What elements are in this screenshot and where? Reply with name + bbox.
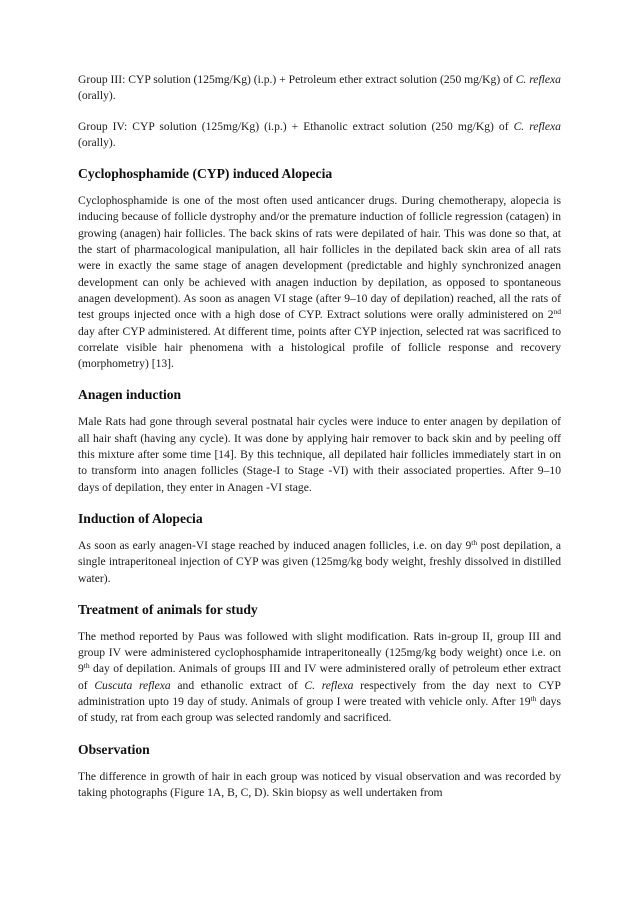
text-run: post depilation, a single intraperitoneal injection of CYP was given (125mg/kg body weight, freshly dissolved in distilled water). [78, 538, 561, 585]
heading-treatment: Treatment of animals for study [78, 601, 258, 617]
text-run: As soon as early anagen-VI stage reached by induced anagen follicles, i.e. on day 9 [78, 538, 472, 552]
document-page [78, 72, 561, 801]
heading-observation: Observation [78, 741, 150, 757]
text-run: Male Rats had gone through several postnatal hair cycles were induce to enter anagen by depilation of all hair shaft (having any cycle). It was done by applying hair remover to back skin and by peeling off this mixture after some time [14]. By this technique, all depilated hair follicles immediately start in on to transform into anagen follicles (Stage-I to Stage -VI) with their associated properties. After 9–10 days of depilation, they enter in Anagen -VI stage. [78, 415, 561, 494]
text-run: Cyclophosphamide is one of the most often used anticancer drugs. During chemotherapy, alopecia is inducing because of follicle dystrophy and/or the premature induction of follicle regression (catagen) in growing (anagen) hair follicles. The back skins of rats were depilated of hair. This was done so that, at the start of pharmacological manipulation, all hair follicles in the depilated back skin area of all rats were in exactly the same stage of anagen development (predictable and highly synchronized anagen development can only be achieved with anagen induction by depilation, as opposed to spontaneous anagen development). As soon as anagen VI stage (after 9–10 day of depilation) reached, all the rats of test groups injected once with a high dose of CYP. Extract solutions were orally administered on 2 [78, 194, 561, 322]
italic-text: C. reflexa [513, 119, 561, 133]
text-run: day after CYP administered. At different time, points after CYP injection, selected rat was sacrificed to correlate visible hair phenomena with a histological profile of follicle response and recovery (morphometry) [13]. [78, 324, 561, 371]
superscript: th [530, 694, 537, 704]
paragraph-5 [78, 538, 561, 587]
text-run: days of study, rat from each group was selected randomly and sacrificed. [78, 695, 561, 725]
paragraph-4 [78, 414, 561, 495]
paragraph-7 [78, 769, 561, 802]
text-run: The difference in growth of hair in each group was noticed by visual observation and was recorded by taking photographs (Figure 1A, B, C, D). Skin biopsy as well undertaken from [78, 769, 561, 799]
text-run: Group IV: CYP solution (125mg/Kg) (i.p.) + Ethanolic extract solution (250 mg/Kg) of [78, 119, 514, 133]
text-run: (orally). [78, 89, 116, 103]
italic-text: C. reflexa [304, 678, 354, 692]
superscript: nd [553, 307, 561, 317]
text-run: The method reported by Paus was followed with slight modification. Rats in-group II, group III and group IV were administered cyclophosphamide intraperitoneally (125mg/kg body weight) once i.e. on 9 [78, 629, 561, 676]
text-run: day of depilation. Animals of groups III and IV were administered orally of petroleum ether extract of [78, 662, 561, 692]
text-run: (orally). [78, 135, 116, 149]
text-run: respectively from the day next to CYP administration upto 19 day of study. Animals of group I were treated with vehicle only. After 19 [78, 678, 561, 709]
superscript: th [83, 661, 90, 671]
paragraph-2 [78, 119, 561, 152]
paragraph-1 [78, 72, 561, 105]
heading-induction-alopecia: Induction of Alopecia [78, 510, 203, 526]
paragraph-6 [78, 629, 561, 727]
text-run: and ethanolic extract of [170, 678, 305, 692]
italic-text: Cuscuta reflexa [94, 678, 171, 692]
paragraph-3 [78, 193, 561, 372]
italic-text: C. reflexa [515, 73, 561, 86]
heading-cyp-alopecia: Cyclophosphamide (CYP) induced Alopecia [78, 166, 333, 182]
text-run: Group III: CYP solution (125mg/Kg) (i.p.) + Petroleum ether extract solution (250 mg/Kg) of [78, 73, 516, 86]
superscript: th [471, 537, 478, 547]
heading-anagen-induction: Anagen induction [78, 387, 182, 403]
